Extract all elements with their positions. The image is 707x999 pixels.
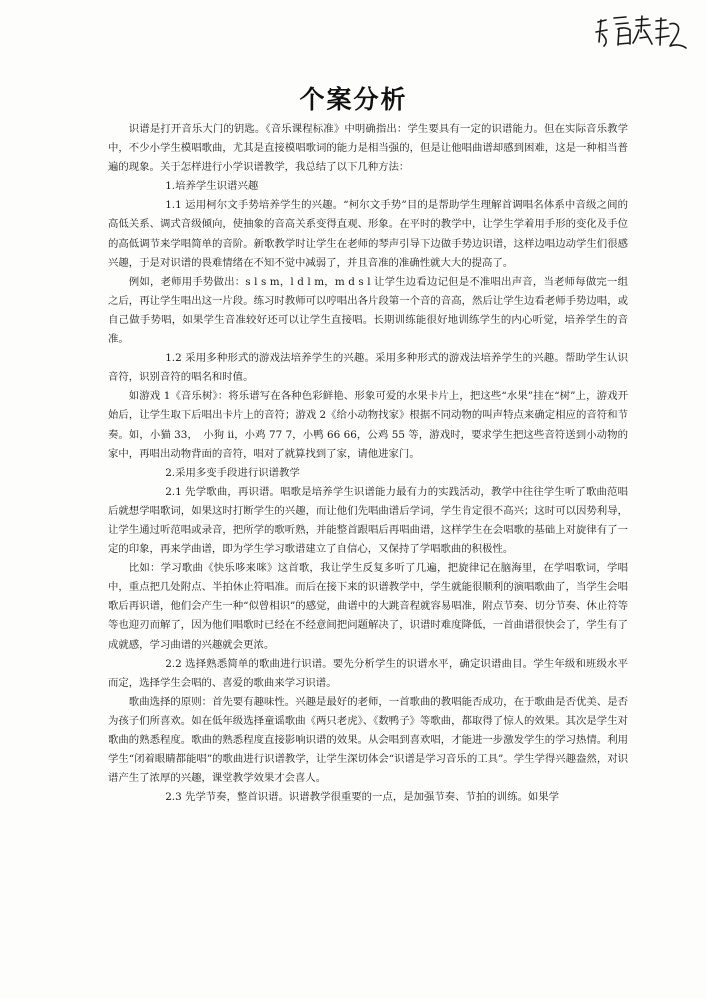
- paragraph-example-2: 比如：学习歌曲《快乐哆来咪》这首歌，我让学生反复多听了几遍，把旋律记在脑海里，在学唱歌词，学唱中，重点把几处附点、半拍休止符唱准。而后在接下来的识谱教学中，学生就能很顺利的演唱歌曲了，当学生会唱歌后再识谱，他们会产生一种“似曾相识”的感觉，曲谱中的大跳音程就容易唱准，附点节奏、切分节奏、休止符等等也迎刃而解了，因为他们唱歌时已经在不经意间把问题解决了，识谱时难度降低，一首曲谱很快会了，学生有了成就感，学习曲谱的兴趣就会更浓。: [108, 562, 628, 651]
- paragraph-1-1: 1.1 运用柯尔文手势培养学生的兴趣。“柯尔文手势”目的是帮助学生理解首调唱名体系中音级之间的高低关系、调式音级倾向，使抽象的音高关系变得直观、形象。在平时的教学中，让学生学着用手形的变化及手位的高低调节来学唱简单的音阶。新歌教学时让学生在老师的琴声引导下边做手势边识谱，这样边唱边动学生们很感兴趣，于是对识谱的畏难情绪在不知不觉中减弱了，并且音准的准确性就大大的提高了。: [108, 199, 628, 269]
- page-title: 个案分析: [299, 85, 408, 114]
- paragraph-2-1: 2.1 先学歌曲，再识谱。唱歌是培养学生识谱能力最有力的实践活动，教学中往往学生听了歌曲范唱后就想学唱歌词，如果这时打断学生的兴趣，而让他们先唱曲谱后学词，学生肯定很不高兴；这时可以因势利导，让学生通过听范唱或录音，把所学的歌听熟，并能整首跟唱后再唱曲谱，这样学生在会唱歌的基础上对旋律有了一定的印象，再来学曲谱，即为学生学习歌谱建立了自信心，又保持了学唱歌曲的积极性。: [108, 485, 628, 556]
- paragraph-1-2: 1.2 采用多种形式的游戏法培养学生的兴趣。采用多种形式的游戏法培养学生的兴趣。帮助学生认识音符，识别音符的唱名和时值。: [108, 352, 628, 384]
- paragraph-selection-principles: 歌曲选择的原则：首先要有趣味性。兴趣是最好的老师，一首歌曲的教唱能否成功，在于歌曲是否优美、是否为孩子们所喜欢。如在低年级选择童谣歌曲《两只老虎》、《数鸭子》等歌曲，都取得了惊人的效果。其次是学生对歌曲的熟悉程度。歌曲的熟悉程度直接影响识谱的效果。从会唱到喜欢唱，才能进一步激发学生的学习热情。利用学生“闭着眼睛都能唱”的歌曲进行识谱教学，让学生深切体会“识谱是学习音乐的工具”。学生学得兴趣盎然，对识谱产生了浓厚的兴趣，课堂教学效果才会喜人。: [108, 695, 628, 785]
- document-body: [108, 120, 628, 807]
- paragraph-example-1: 例如，老师用手势做出：s l s m，l d l m，m d s l 让学生边看边记但是不准唱出声音，当老师每做完一组之后，再让学生唱出这一片段。练习时教师可以哼唱出各片段第一个音的音高，然后让学生边看老师手势边唱，或自己做手势唱，如果学生音准较好还可以让学生直接唱。长期训练能很好地训练学生的内心听觉，培养学生的音准。: [108, 275, 628, 346]
- section-heading-2: 2.采用多变手段进行识谱教学: [165, 466, 300, 479]
- paragraph-games: 如游戏 1《音乐树》：将乐谱写在各种色彩鲜艳、形象可爱的水果卡片上，把这些“水果”挂在“树”上，游戏开始后，让学生取下后唱出卡片上的音符；游戏 2《给小动物找家》根据不同动物的叫声特点来确定相应的音符和节奏。如，小猫 33， 小狗 ii，小鸡 77 7，小鸭 66 66，公鸡 55 等，游戏时，要求学生把这些音符送到小动物的家中，再唱出动物背面的音符，唱对了就算找到了家，请他进家门。: [108, 390, 628, 460]
- paragraph-2-2: 2.2 选择熟悉简单的歌曲进行识谱。要先分析学生的识谱水平，确定识谱曲目。学生年级和班级水平而定，选择学生会唱的、喜爱的歌曲来学习识谱。: [108, 657, 628, 689]
- paragraph-2-3: 2.3 先学节奏，整首识谱。识谱教学很重要的一点，是加强节奏、节拍的训练。如果学: [165, 791, 560, 804]
- handwritten-signature: [592, 12, 688, 54]
- section-heading-1: 1.培养学生识谱兴趣: [165, 180, 259, 193]
- paragraph-intro: 识谱是打开音乐大门的钥匙。《音乐课程标准》中明确指出：学生要具有一定的识谱能力。但在实际音乐教学中，不少小学生模唱歌曲，尤其是直接模唱歌词的能力是相当强的，但是让他唱曲谱却感到困难，这是一种相当普遍的现象。关于怎样进行小学识谱教学，我总结了以下几种方法：: [108, 123, 628, 174]
